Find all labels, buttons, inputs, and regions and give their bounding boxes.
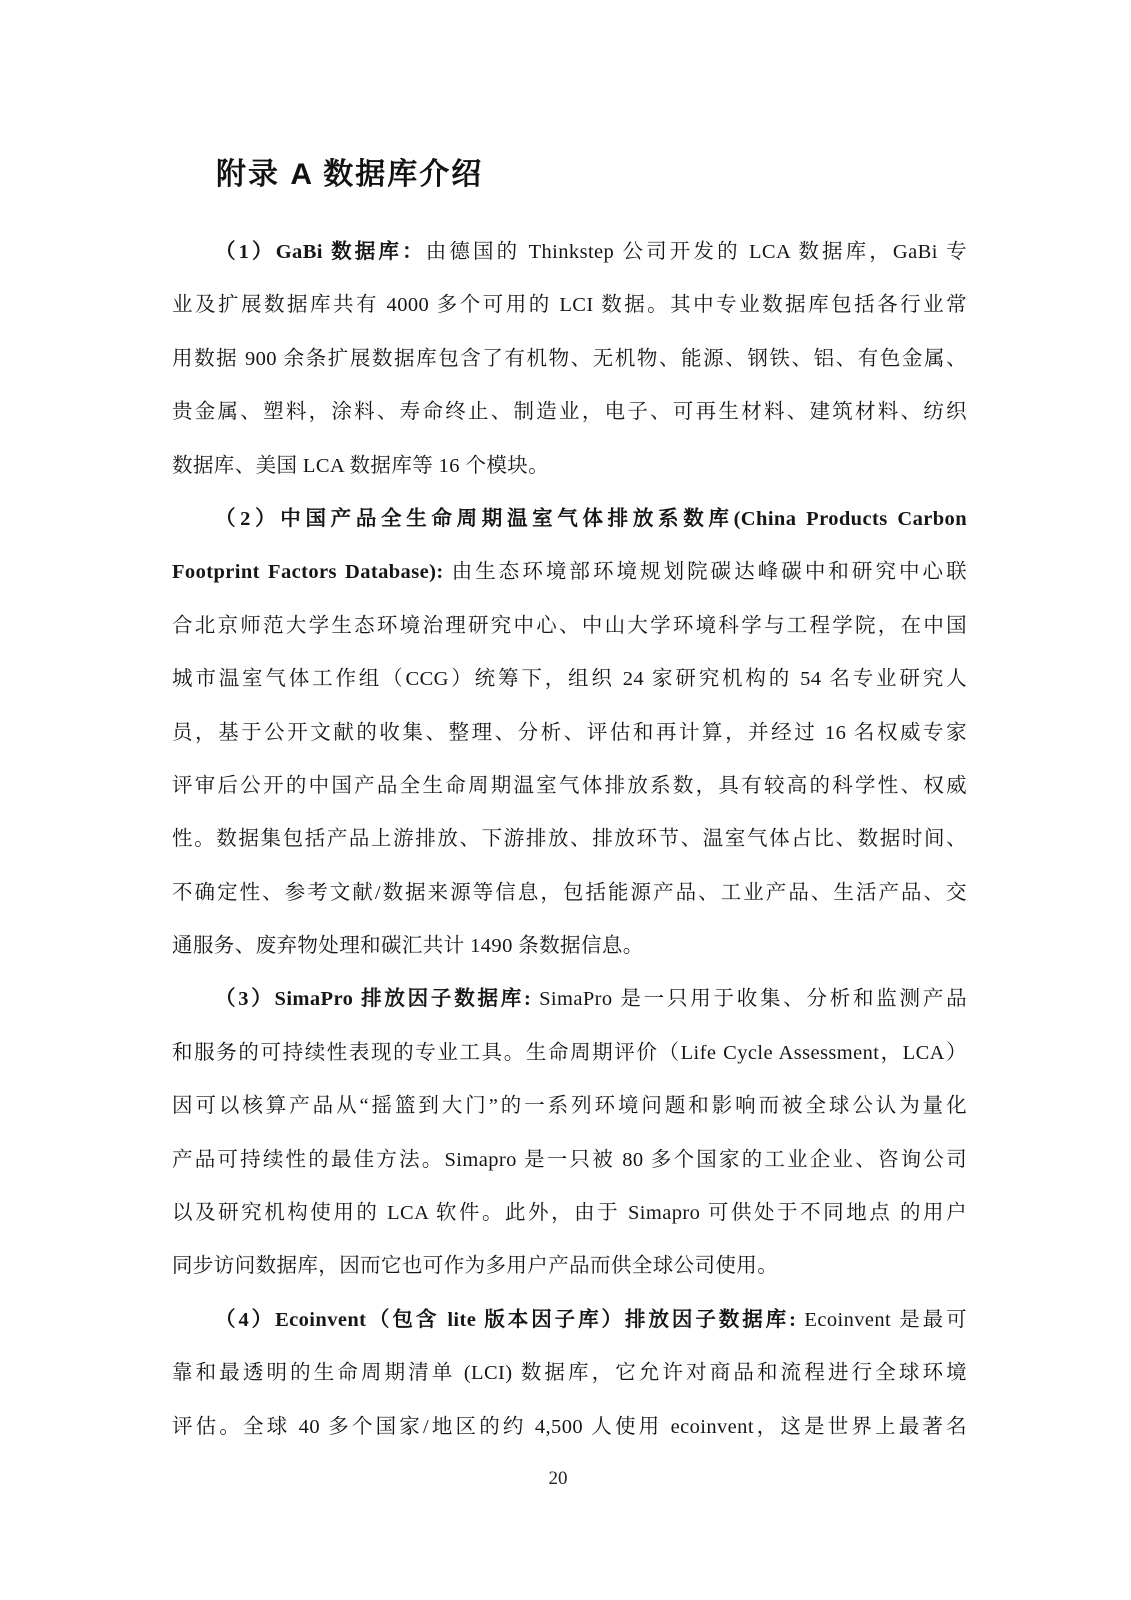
text-segment: 由生态环境部环境规划院碳达峰碳中和研究中心联 — [451, 561, 967, 584]
text-line — [172, 1347, 967, 1400]
text-segment: 通服务、废弃物处理和碳汇共计 1490 条数据信息。 — [172, 935, 644, 958]
text-line — [172, 973, 967, 1026]
text-segment: 数据库、美国 LCA 数据库等 16 个模块。 — [172, 454, 550, 477]
text-segment: 同步访问数据库，因而它也可作为多用户产品而供全球公司使用。 — [172, 1255, 779, 1278]
page-number: 20 — [548, 1468, 568, 1489]
text-line — [172, 920, 967, 973]
text-segment: Ecoinvent 是最可 — [804, 1308, 967, 1331]
text-line — [172, 1240, 967, 1293]
body-text — [172, 226, 967, 1454]
text-line — [172, 1294, 967, 1347]
text-line — [172, 653, 967, 706]
text-line — [172, 386, 967, 439]
text-segment: 性。数据集包括产品上游排放、下游排放、排放环节、温室气体占比、数据时间、 — [172, 828, 967, 851]
page-title: 附录 A 数据库介绍 — [216, 158, 484, 191]
text-segment: 靠和最透明的生命周期清单 (LCI) 数据库，它允许对商品和流程进行全球环境 — [172, 1362, 967, 1385]
text-line — [172, 546, 967, 599]
text-segment: 不确定性、参考文献/数据来源等信息，包括能源产品、工业产品、生活产品、交 — [172, 881, 967, 904]
text-segment-bold: （4）Ecoinvent（包含 lite 版本因子库）排放因子数据库: — [215, 1308, 805, 1331]
text-segment-bold: （1）GaBi 数据库： — [215, 241, 426, 263]
text-segment: 合北京师范大学生态环境治理研究中心、中山大学环境科学与工程学院，在中国 — [172, 614, 967, 637]
text-segment: 由德国的 Thinkstep 公司开发的 LCA 数据库，GaBi 专 — [425, 241, 967, 263]
text-segment: 评估。全球 40 多个国家/地区的约 4,500 人使用 ecoinvent，这是世界上最著名 — [172, 1415, 967, 1438]
text-segment-bold: （3）SimaPro 排放因子数据库: — [215, 988, 540, 1011]
text-line — [172, 493, 967, 546]
text-line — [172, 867, 967, 920]
text-segment: 城市温室气体工作组（CCG）统筹下，组织 24 家研究机构的 54 名专业研究人 — [172, 668, 967, 691]
text-segment: 评审后公开的中国产品全生命周期温室气体排放系数，具有较高的科学性、权威 — [172, 774, 967, 797]
text-line — [172, 1027, 967, 1080]
text-line — [172, 760, 967, 813]
text-line — [172, 333, 967, 386]
text-line — [172, 226, 967, 279]
text-line — [172, 1401, 967, 1454]
text-segment-bold: （2）中国产品全生命周期温室气体排放系数库(China Products Carbon — [215, 507, 967, 530]
text-line — [172, 279, 967, 332]
text-segment: 因可以核算产品从“摇篮到大门”的一系列环境问题和影响而被全球公认为量化 — [172, 1095, 967, 1118]
text-segment: 员，基于公开文献的收集、整理、分析、评估和再计算，并经过 16 名权威专家 — [172, 721, 967, 744]
text-segment-bold: Footprint Factors Database): — [172, 561, 452, 584]
text-line — [172, 600, 967, 653]
text-segment: 以及研究机构使用的 LCA 软件。此外，由于 Simapro 可供处于不同地点 的用户 — [172, 1202, 967, 1225]
text-line — [172, 1187, 967, 1240]
text-segment: 贵金属、塑料，涂料、寿命终止、制造业，电子、可再生材料、建筑材料、纺织 — [172, 401, 967, 424]
text-segment: 用数据 900 余条扩展数据库包含了有机物、无机物、能源、钢铁、铝、有色金属、 — [172, 347, 967, 370]
text-line — [172, 813, 967, 866]
text-line — [172, 440, 967, 493]
text-segment: 和服务的可持续性表现的专业工具。生命周期评价（Life Cycle Assessment，LCA） — [172, 1041, 967, 1064]
text-line — [172, 1080, 967, 1133]
text-line — [172, 707, 967, 760]
text-segment: SimaPro 是一只用于收集、分析和监测产品 — [539, 988, 967, 1011]
text-segment: 业及扩展数据库共有 4000 多个可用的 LCI 数据。其中专业数据库包括各行业常 — [172, 294, 967, 317]
text-line — [172, 1134, 967, 1187]
text-segment: 产品可持续性的最佳方法。Simapro 是一只被 80 多个国家的工业企业、咨询公司 — [172, 1148, 967, 1171]
